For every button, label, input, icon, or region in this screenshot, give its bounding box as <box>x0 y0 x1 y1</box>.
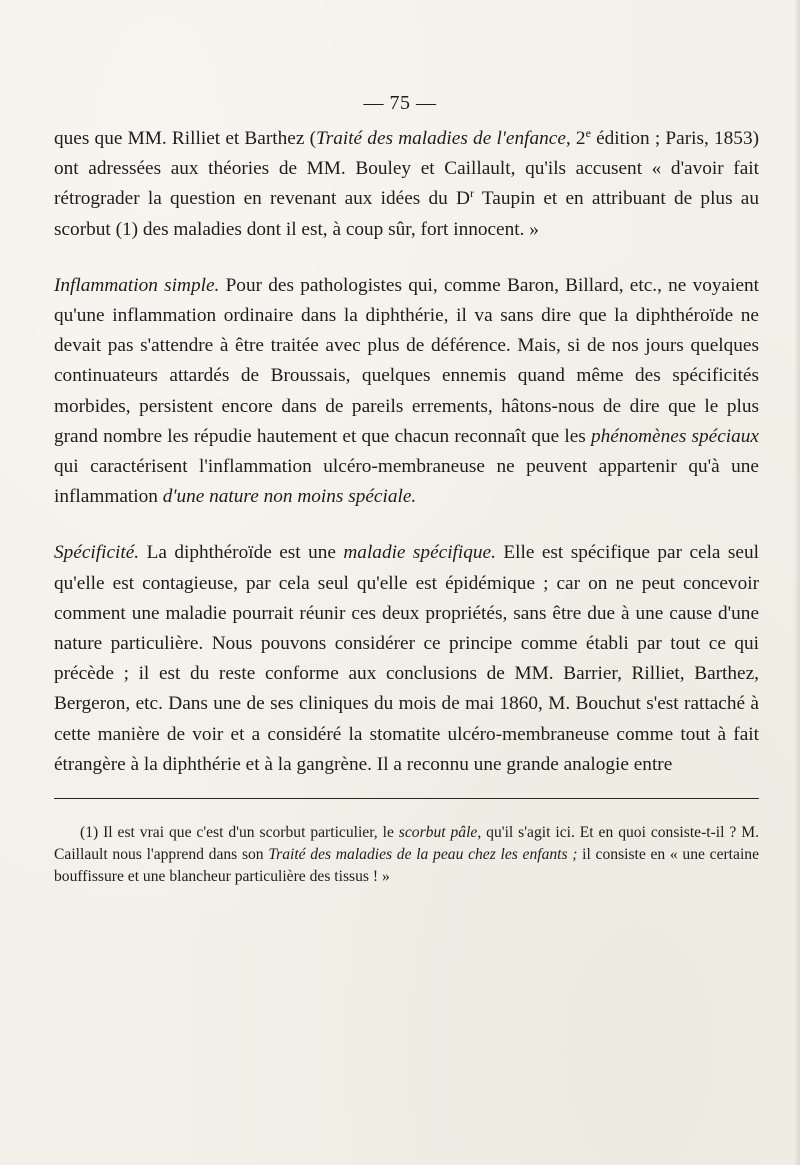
text-run: Elle est spécifique par cela seul qu'elle est contagieuse, par cela seul qu'elle est épidémique ; car on ne peut concevoir comment une maladie pourrait réunir ces deux propriétés, sans être due à une cause d'une nature particulière. Nous pouvons considérer ce principe comme établi par tout ce qui précède ; il est du reste conforme aux conclusions de MM. Barrier, Rilliet, Barthez, Bergeron, etc. Dans une de ses cliniques du mois de mai 1860, M. Bouchut s'est rattaché à cette manière de voir et a considéré la stomatite ulcéro-membraneuse comme tout à fait étrangère à la diphthérie et à la gangrène. Il a reconnu une grande analogie entre <box>54 542 759 775</box>
italic-phrase: scorbut pâle <box>398 824 478 841</box>
main-text <box>54 124 759 780</box>
text-run: 2 <box>570 128 586 149</box>
footnote <box>54 822 759 888</box>
text-run: édition ; Paris, 1853) ont adressées aux théories de MM. Bouley et Caillault, qu'ils accusent « d'avoir fait rétrograder la question en revenant aux idées du D <box>54 128 760 210</box>
text-run: Pour des pathologistes qui, comme Baron, Billard, etc., ne voyaient qu'une inflammation ordinaire dans la diphthérie, il va sans dire que la diphthéroïde ne devait pas s'attendre à être traitée avec plus de déférence. Mais, si de nos jours quelques continuateurs attardés de Broussais, quelques ennemis quand même des spécificités morbides, persistent encore dans de pareils errements, hâtons-nous de dire que le plus grand nombre les répudie hautement et que chacun reconnaît que les <box>54 274 759 447</box>
section-heading-inflammation: Inflammation simple. <box>54 274 220 296</box>
section-heading-specificite: Spécificité. <box>54 542 140 564</box>
paragraph-inflammation-simple <box>54 271 759 513</box>
italic-phrase: phénomènes spéciaux <box>591 425 759 447</box>
text-run: La diphthéroïde est une <box>139 542 344 564</box>
text-run: ques que MM. Rilliet et Barthez ( <box>54 128 317 149</box>
footnote-text <box>54 822 759 888</box>
page-number: — 75 — <box>363 92 437 114</box>
superscript: r <box>469 186 474 201</box>
footnote-divider <box>54 798 759 799</box>
text-run: (1) Il est vrai que c'est d'un scorbut particulier, le <box>80 824 399 841</box>
paragraph-continuation <box>54 124 759 245</box>
italic-phrase: maladie spécifique. <box>343 542 496 564</box>
superscript: e <box>585 126 591 140</box>
italic-phrase: d'une nature non moins spéciale. <box>162 486 417 508</box>
text-run: il consiste en « une certaine bouffissure et une blancheur particulière des tissus ! » <box>54 846 759 885</box>
book-title-italic: Traité des maladies de l'enfance, <box>316 128 571 149</box>
page-edge-shadow <box>794 0 800 1165</box>
italic-phrase: Traité des maladies de la peau chez les enfants ; <box>268 846 578 863</box>
text-run: Taupin et en attribuant de plus au scorbut (1) des maladies dont il est, à coup sûr, fort innocent. » <box>54 188 760 240</box>
paragraph-specificite <box>54 538 759 780</box>
text-run: , qu'il s'agit ici. Et en quoi consiste-t-il ? M. Caillault nous l'apprend dans son <box>54 824 759 863</box>
text-run: qui caractérisent l'inflammation ulcéro-membraneuse ne peuvent appartenir qu'à une inflammation <box>54 456 759 508</box>
